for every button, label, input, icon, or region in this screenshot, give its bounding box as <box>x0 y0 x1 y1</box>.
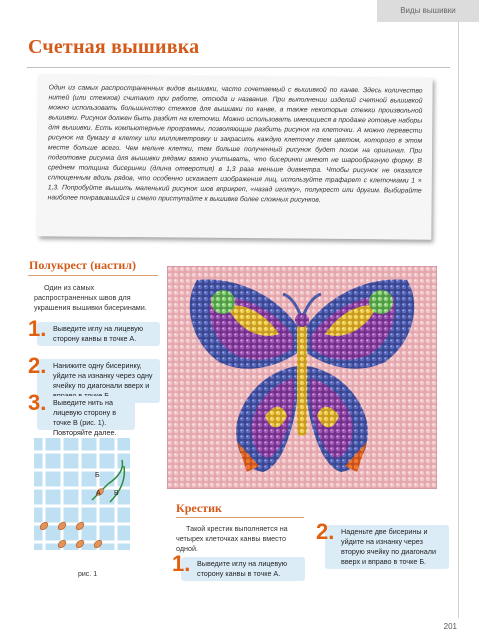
page-number: 201 <box>443 622 457 631</box>
halfcross-description: Один из самых распространенных швов для украшения вышивки бисеринами. <box>34 283 147 312</box>
step-number: 3. <box>28 390 47 415</box>
cross-description: Такой крестик выполняется на четырех клеточках канвы вместо одной. <box>176 524 288 553</box>
cross-heading: Крестик <box>176 501 222 515</box>
diagram-label-v: В <box>114 490 119 497</box>
step-text: Выведите иглу на лицевую сторону канвы в точке А. <box>53 324 144 343</box>
step-number: 2. <box>28 353 47 378</box>
page-title: Счетная вышивка <box>28 36 200 58</box>
diagram-label-a: A <box>96 490 101 497</box>
halfcross-step-3 <box>28 390 160 437</box>
cross-heading-underline <box>176 517 304 518</box>
halfcross-heading-underline <box>28 275 158 276</box>
step-number: 1. <box>172 551 191 576</box>
intro-card <box>37 74 432 239</box>
halfcross-heading: Полукрест (настил) <box>29 258 136 272</box>
step-text: Нанижите одну бисеринку, уйдите на изнанку через одну ячейку по диагонали вверх и <box>53 361 153 390</box>
section-header-label: Виды вышивки <box>400 6 456 15</box>
section-header-tab <box>377 0 479 22</box>
step-text: Выведите нить на лицевую сторону в точке В (рис. 1). Повторяйте далее. <box>53 398 117 437</box>
step-text: Наденьте две бисерины и уйдите на изнанку через вторую ячейку по диагонали вверх и вправо в точке Б. <box>341 527 436 566</box>
step-number: 1. <box>28 316 47 341</box>
beaded-butterfly-canvas-picture <box>167 266 437 489</box>
title-divider <box>27 67 450 68</box>
cross-step-1 <box>172 551 306 581</box>
intro-text: Один из самых распространенных видов вышивки, часто сочетаемый с вышивкой по канве. Здесь количество нитей (или стежков) считают при работе, отсюда и название. При выполнении изделий счетной вышивкой можно использовать большинство стежков для вышивки по канве, а также некоторые стежки произвольной вышивки. Рисунок должен быть разбит на клеточки. Можно использовать имеющиеся в продаже готовые наборы для вышивки. Есть компьютерные программы, позволяющие разбить рисунок на клеточки. А можно перевести рисунок на бумагу в клетку или миллиметровку и закрасить каждую клеточку тем цветом, которого в этом месте больше всего. Чем мельче клетки, тем больше полученный рисунок будет похож на оригинал. При подготовке рисунка для вышивки рядами важно учитывать, что бисеринки имеют не шарообразную форму. В среднем толщина бисеринки (длина отверстия) в 1,3 раза меньше диаметра. Чтобы рисунок не оказался сплющенным вдоль рядов, что особенно искажает изображения лиц, используйте трафарет с клеточками 1 × 1,3. Попробуйте вышить маленький рисунок шов вприкреп, «назад иголку», полукрест или другим. Выбирайте наиболее понравившийся и смело приступайте к вышивке более сложных рисунков. <box>47 84 423 204</box>
halfcross-step-1 <box>28 316 160 346</box>
diagram-label-b: Б <box>95 472 100 479</box>
cross-step-2 <box>316 519 450 569</box>
step-number: 2. <box>316 519 335 544</box>
figure-caption: рис. 1 <box>78 571 98 578</box>
step-text: Выведите иглу на лицевую сторону канвы в точке А. <box>197 559 288 578</box>
page-edge-line <box>458 22 459 618</box>
